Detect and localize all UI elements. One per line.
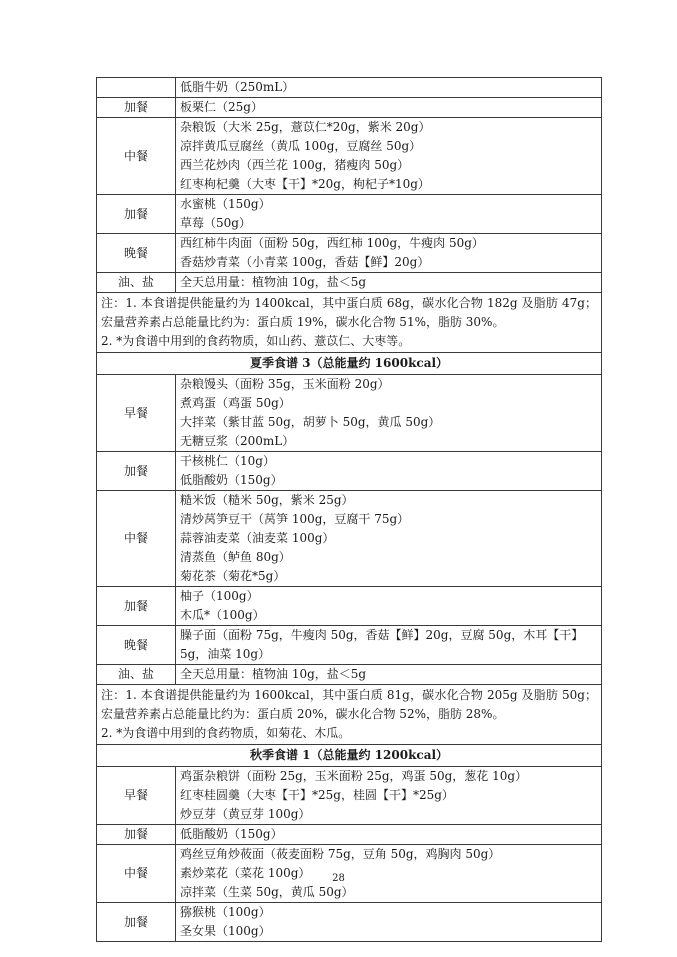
- page-number: 28: [332, 873, 345, 884]
- food-item: 猕猴桃（100g）: [180, 905, 271, 919]
- food-item: 西红柿牛肉面（面粉 50g，西红柿 100g，牛瘦肉 50g）: [180, 236, 484, 250]
- meal-row: [97, 825, 602, 845]
- food-item: 清蒸鱼（鲈鱼 80g）: [180, 550, 291, 564]
- meal-name-cell: 加餐: [97, 452, 176, 491]
- meal-items-cell: [176, 665, 602, 685]
- meal-name-cell: 加餐: [97, 98, 176, 118]
- meal-items-cell: [176, 767, 602, 825]
- food-item: 素炒菜花（菜花 100g）: [180, 866, 311, 880]
- food-item: 低脂酸奶（150g）: [180, 827, 283, 841]
- meal-name-cell: 晚餐: [97, 626, 176, 665]
- meal-items-cell: [176, 273, 602, 293]
- meal-items-cell: [176, 195, 602, 234]
- meal-plan-body: [97, 78, 602, 942]
- meal-name-cell: 加餐: [97, 825, 176, 845]
- note-line: 2. *为食谱中用到的食药物质，如山药、薏苡仁、大枣等。: [101, 334, 411, 348]
- meal-name-cell: 油、盐: [97, 665, 176, 685]
- menu-title-row: [97, 353, 602, 375]
- food-item: 西兰花炒肉（西兰花 100g，猪瘦肉 50g）: [180, 158, 410, 172]
- food-item: 大拌菜（紫甘蓝 50g，胡萝卜 50g，黄瓜 50g）: [180, 415, 441, 429]
- meal-name-cell: 油、盐: [97, 273, 176, 293]
- meal-name-cell: 中餐: [97, 491, 176, 587]
- note-line: 2. *为食谱中用到的食药物质，如菊花、木瓜。: [101, 726, 351, 740]
- food-item: 凉拌菜（生菜 50g，黄瓜 50g）: [180, 885, 354, 899]
- food-item: 煮鸡蛋（鸡蛋 50g）: [180, 396, 291, 410]
- meal-row: [97, 665, 602, 685]
- meal-items-cell: [176, 626, 602, 665]
- meal-name-cell: 加餐: [97, 195, 176, 234]
- meal-name-cell: 晚餐: [97, 234, 176, 273]
- food-item: 杂粮馒头（面粉 35g，玉米面粉 20g）: [180, 377, 390, 391]
- note-row: [97, 685, 602, 745]
- meal-row: [97, 452, 602, 491]
- food-item: 凉拌黄瓜豆腐丝（黄瓜 100g，豆腐丝 50g）: [180, 139, 422, 153]
- note-cell: [97, 293, 602, 353]
- food-item: 菊花茶（菊花*5g）: [180, 569, 286, 583]
- meal-row: [97, 587, 602, 626]
- food-item: 全天总用量：植物油 10g，盐＜5g: [180, 667, 367, 681]
- meal-plan-table: [96, 77, 602, 942]
- meal-items-cell: [176, 118, 602, 195]
- meal-items-cell: [176, 491, 602, 587]
- meal-items-cell: [176, 587, 602, 626]
- food-item: 全天总用量：植物油 10g，盐＜5g: [180, 275, 367, 289]
- food-item: 鸡蛋杂粮饼（面粉 25g，玉米面粉 25g，鸡蛋 50g，葱花 10g）: [180, 769, 528, 783]
- food-item: 低脂牛奶（250mL）: [180, 80, 295, 94]
- food-item: 柚子（100g）: [180, 589, 259, 603]
- food-item: 清炒莴笋豆干（莴笋 100g，豆腐干 75g）: [180, 512, 410, 526]
- food-item: 香菇炒青菜（小青菜 100g，香菇【鲜】20g）: [180, 255, 430, 269]
- note-row: [97, 293, 602, 353]
- meal-row: [97, 195, 602, 234]
- meal-name-cell: 早餐: [97, 767, 176, 825]
- food-item: 木瓜*（100g）: [180, 608, 265, 622]
- meal-name-cell: 早餐: [97, 375, 176, 452]
- note-cell: [97, 685, 602, 745]
- food-item: 草莓（50g）: [180, 216, 251, 230]
- meal-items-cell: [176, 234, 602, 273]
- food-item: 低脂酸奶（150g）: [180, 473, 283, 487]
- meal-name-cell: 中餐: [97, 118, 176, 195]
- meal-row: [97, 273, 602, 293]
- meal-items-cell: [176, 98, 602, 118]
- food-item: 无糖豆浆（200mL）: [180, 434, 295, 448]
- meal-row: [97, 767, 602, 825]
- food-item: 板栗仁（25g）: [180, 100, 263, 114]
- food-item: 红枣桂圆羹（大枣【干】*25g，桂圆【干】*25g）: [180, 788, 454, 802]
- meal-items-cell: [176, 452, 602, 491]
- meal-row: [97, 118, 602, 195]
- food-item: 蒜蓉油麦菜（油麦菜 100g）: [180, 531, 335, 545]
- meal-row: [97, 98, 602, 118]
- meal-items-cell: [176, 903, 602, 942]
- menu-title: 秋季食谱 1（总能量约 1200kcal）: [97, 745, 602, 767]
- meal-items-cell: [176, 825, 602, 845]
- food-item: 干核桃仁（10g）: [180, 454, 275, 468]
- food-item: 红枣枸杞羹（大枣【干】*20g，枸杞子*10g）: [180, 177, 430, 191]
- meal-name-cell: [97, 78, 176, 98]
- food-item: 鸡丝豆角炒莜面（莜麦面粉 75g，豆角 50g，鸡胸肉 50g）: [180, 847, 501, 861]
- meal-row: [97, 234, 602, 273]
- menu-title-row: [97, 745, 602, 767]
- meal-row: [97, 78, 602, 98]
- note-line: 注：1. 本食谱提供能量约为 1600kcal，其中蛋白质 81g，碳水化合物 205g 及脂肪 50g；宏量营养素占总能量比约为：蛋白质 20%，碳水化合物 52%，脂肪 28%。: [101, 688, 597, 721]
- meal-items-cell: [176, 375, 602, 452]
- meal-row: [97, 626, 602, 665]
- menu-title: 夏季食谱 3（总能量约 1600kcal）: [97, 353, 602, 375]
- note-line: 注：1. 本食谱提供能量约为 1400kcal，其中蛋白质 68g，碳水化合物 182g 及脂肪 47g；宏量营养素占总能量比约为：蛋白质 19%，碳水化合物 51%，脂肪 30%。: [101, 296, 597, 329]
- food-item: 水蜜桃（150g）: [180, 197, 271, 211]
- food-item: 臊子面（面粉 75g，牛瘦肉 50g，香菇【鲜】20g，豆腐 50g，木耳【干】5g，油菜 10g）: [180, 628, 584, 661]
- meal-name-cell: 加餐: [97, 903, 176, 942]
- meal-row: [97, 491, 602, 587]
- food-item: 杂粮饭（大米 25g，薏苡仁*20g，紫米 20g）: [180, 120, 431, 134]
- meal-name-cell: 中餐: [97, 845, 176, 903]
- meal-row: [97, 903, 602, 942]
- meal-row: [97, 375, 602, 452]
- food-item: 糙米饭（糙米 50g，紫米 25g）: [180, 493, 354, 507]
- meal-items-cell: [176, 78, 602, 98]
- food-item: 圣女果（100g）: [180, 924, 271, 938]
- meal-name-cell: 加餐: [97, 587, 176, 626]
- food-item: 炒豆芽（黄豆芽 100g）: [180, 807, 311, 821]
